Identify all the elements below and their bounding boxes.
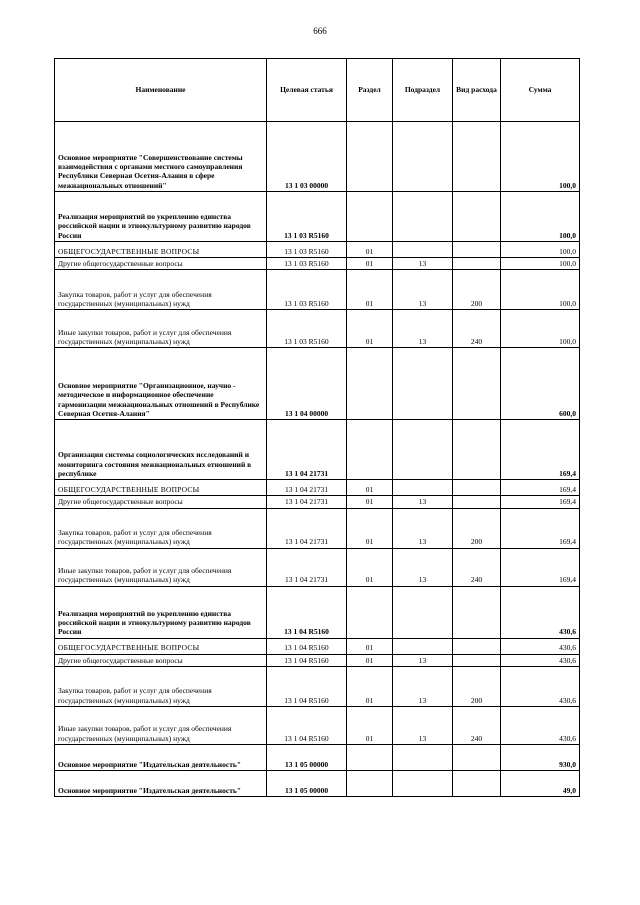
row-amount: 169,4: [501, 420, 580, 480]
row-expense-type: [453, 420, 501, 480]
table-row: [55, 258, 580, 270]
row-name: Иные закупки товаров, работ и услуг для обеспечения государственных (муниципальных) нужд: [55, 707, 267, 745]
table-row: [55, 638, 580, 654]
row-name: Основное мероприятие "Организационное, научно - методическое и информационное обеспечение гармонизации межнациональных отношений в Республике Северная Осетия-Алания": [55, 348, 267, 420]
row-target: 13 1 04 R5160: [267, 707, 347, 745]
table-row: [55, 654, 580, 666]
table-row: [55, 745, 580, 771]
row-target: 13 1 03 R5160: [267, 242, 347, 258]
table-row: [55, 496, 580, 508]
row-amount: 169,4: [501, 496, 580, 508]
row-name: Основное мероприятие "Совершенствование системы взаимодействия с органами местного самоуправления Республики Северная Осетия-Алания в сфере межнациональных отношений": [55, 122, 267, 192]
row-subsection: 13: [393, 310, 453, 348]
row-amount: 100,0: [501, 310, 580, 348]
row-name: Основное мероприятие "Издательская деятельность": [55, 745, 267, 771]
row-amount: 100,0: [501, 122, 580, 192]
row-expense-type: [453, 638, 501, 654]
table-row: [55, 310, 580, 348]
row-name: Иные закупки товаров, работ и услуг для обеспечения государственных (муниципальных) нужд: [55, 548, 267, 586]
row-subsection: 13: [393, 270, 453, 310]
row-target: 13 1 03 R5160: [267, 270, 347, 310]
row-section: 01: [347, 258, 393, 270]
table-row: [55, 707, 580, 745]
row-target: 13 1 04 R5160: [267, 586, 347, 638]
row-name: Закупка товаров, работ и услуг для обеспечения государственных (муниципальных) нужд: [55, 508, 267, 548]
row-section: [347, 420, 393, 480]
row-expense-type: 240: [453, 310, 501, 348]
row-expense-type: 200: [453, 270, 501, 310]
row-target: 13 1 03 R5160: [267, 310, 347, 348]
row-expense-type: [453, 242, 501, 258]
row-target: 13 1 04 21731: [267, 548, 347, 586]
table-row: [55, 192, 580, 242]
row-expense-type: [453, 348, 501, 420]
row-target: 13 1 04 21731: [267, 508, 347, 548]
row-subsection: [393, 192, 453, 242]
row-target: 13 1 04 21731: [267, 420, 347, 480]
table-row: [55, 508, 580, 548]
row-amount: 100,0: [501, 258, 580, 270]
row-section: 01: [347, 242, 393, 258]
row-section: 01: [347, 707, 393, 745]
row-amount: 169,4: [501, 480, 580, 496]
row-subsection: 13: [393, 667, 453, 707]
row-subsection: [393, 638, 453, 654]
row-section: [347, 745, 393, 771]
row-name: Иные закупки товаров, работ и услуг для обеспечения государственных (муниципальных) нужд: [55, 310, 267, 348]
row-expense-type: [453, 192, 501, 242]
row-expense-type: 200: [453, 667, 501, 707]
header-name: Наименование: [55, 59, 267, 122]
header-expense-type: Вид расхода: [453, 59, 501, 122]
row-subsection: [393, 480, 453, 496]
row-target: 13 1 04 21731: [267, 496, 347, 508]
row-amount: 930,0: [501, 745, 580, 771]
row-expense-type: 240: [453, 548, 501, 586]
row-subsection: 13: [393, 258, 453, 270]
row-target: 13 1 04 R5160: [267, 654, 347, 666]
row-section: [347, 122, 393, 192]
table-row: [55, 348, 580, 420]
row-section: 01: [347, 270, 393, 310]
row-subsection: [393, 745, 453, 771]
row-name: Закупка товаров, работ и услуг для обеспечения государственных (муниципальных) нужд: [55, 270, 267, 310]
row-amount: 100,0: [501, 270, 580, 310]
table-row: [55, 270, 580, 310]
row-section: 01: [347, 508, 393, 548]
page-number: 666: [313, 26, 327, 36]
row-section: 01: [347, 548, 393, 586]
row-amount: 430,6: [501, 654, 580, 666]
row-name: Организация системы социологических исследований и мониторинга состояния межнациональных отношений в республике: [55, 420, 267, 480]
row-expense-type: 240: [453, 707, 501, 745]
row-subsection: 13: [393, 707, 453, 745]
row-name: ОБЩЕГОСУДАРСТВЕННЫЕ ВОПРОСЫ: [55, 480, 267, 496]
row-target: 13 1 03 R5160: [267, 192, 347, 242]
row-name: Другие общегосударственные вопросы: [55, 496, 267, 508]
row-target: 13 1 03 00000: [267, 122, 347, 192]
row-section: 01: [347, 654, 393, 666]
row-expense-type: [453, 654, 501, 666]
row-target: 13 1 04 R5160: [267, 638, 347, 654]
table-row: [55, 242, 580, 258]
row-amount: 430,6: [501, 586, 580, 638]
row-target: 13 1 05 00000: [267, 745, 347, 771]
row-name: Другие общегосударственные вопросы: [55, 654, 267, 666]
row-expense-type: [453, 496, 501, 508]
row-amount: 169,4: [501, 508, 580, 548]
row-amount: 169,4: [501, 548, 580, 586]
row-expense-type: [453, 745, 501, 771]
row-name: Реализация мероприятий по укреплению единства российской нации и этнокультурному развитию народов России: [55, 192, 267, 242]
row-amount: 430,6: [501, 667, 580, 707]
budget-table: [54, 58, 580, 797]
row-target: 13 1 04 R5160: [267, 667, 347, 707]
row-expense-type: [453, 771, 501, 797]
row-expense-type: [453, 480, 501, 496]
row-section: 01: [347, 638, 393, 654]
row-section: [347, 586, 393, 638]
row-subsection: [393, 122, 453, 192]
table-row: [55, 420, 580, 480]
row-expense-type: [453, 586, 501, 638]
row-name: Основное мероприятие "Издательская деятельность": [55, 771, 267, 797]
row-target: 13 1 04 21731: [267, 480, 347, 496]
row-expense-type: 200: [453, 508, 501, 548]
header-subsection: Подраздел: [393, 59, 453, 122]
table-row: [55, 480, 580, 496]
row-section: [347, 192, 393, 242]
table-row: [55, 586, 580, 638]
row-name: Реализация мероприятий по укреплению единства российской нации и этнокультурному развитию народов России: [55, 586, 267, 638]
row-section: 01: [347, 310, 393, 348]
row-amount: 600,0: [501, 348, 580, 420]
row-amount: 430,6: [501, 707, 580, 745]
table-row: [55, 548, 580, 586]
row-subsection: [393, 420, 453, 480]
table-row: [55, 122, 580, 192]
row-target: 13 1 05 00000: [267, 771, 347, 797]
row-subsection: 13: [393, 508, 453, 548]
header-amount: Сумма: [501, 59, 580, 122]
row-name: ОБЩЕГОСУДАРСТВЕННЫЕ ВОПРОСЫ: [55, 242, 267, 258]
row-subsection: 13: [393, 548, 453, 586]
row-name: Другие общегосударственные вопросы: [55, 258, 267, 270]
row-section: 01: [347, 667, 393, 707]
row-amount: 430,6: [501, 638, 580, 654]
row-expense-type: [453, 122, 501, 192]
row-subsection: 13: [393, 654, 453, 666]
row-amount: 100,0: [501, 192, 580, 242]
row-amount: 49,0: [501, 771, 580, 797]
row-section: 01: [347, 480, 393, 496]
row-section: 01: [347, 496, 393, 508]
row-target: 13 1 04 00000: [267, 348, 347, 420]
row-subsection: 13: [393, 496, 453, 508]
header-row: [55, 59, 580, 122]
row-section: [347, 771, 393, 797]
row-subsection: [393, 242, 453, 258]
header-target: Целевая статья: [267, 59, 347, 122]
table-row: [55, 667, 580, 707]
row-subsection: [393, 586, 453, 638]
row-amount: 100,0: [501, 242, 580, 258]
row-target: 13 1 03 R5160: [267, 258, 347, 270]
row-expense-type: [453, 258, 501, 270]
row-section: [347, 348, 393, 420]
header-section: Раздел: [347, 59, 393, 122]
row-subsection: [393, 771, 453, 797]
row-subsection: [393, 348, 453, 420]
row-name: Закупка товаров, работ и услуг для обеспечения государственных (муниципальных) нужд: [55, 667, 267, 707]
table-row: [55, 771, 580, 797]
row-name: ОБЩЕГОСУДАРСТВЕННЫЕ ВОПРОСЫ: [55, 638, 267, 654]
